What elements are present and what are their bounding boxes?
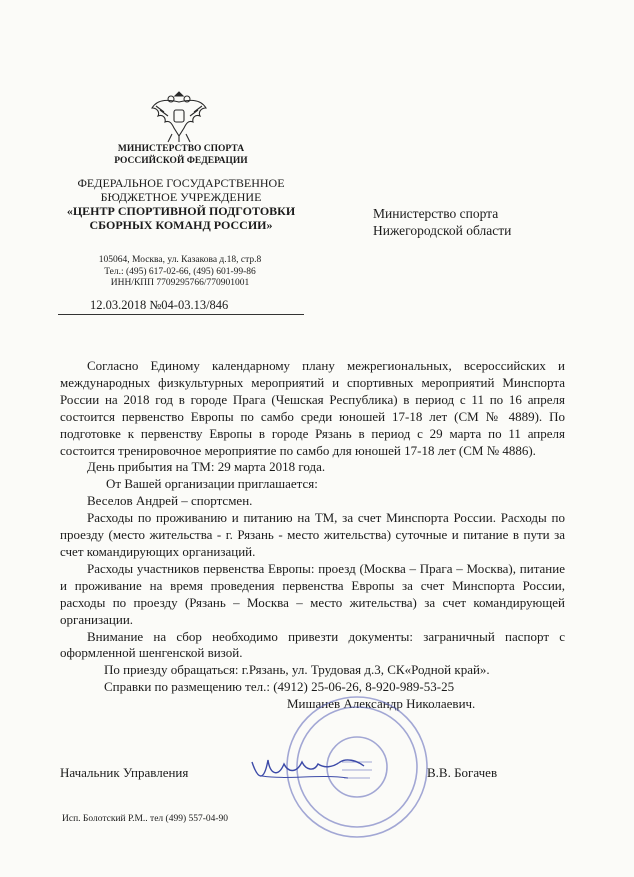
org-line-4: СБОРНЫХ КОМАНД РОССИИ» bbox=[89, 218, 273, 232]
coat-of-arms-emblem bbox=[148, 86, 210, 144]
signatory-position: Начальник Управления bbox=[60, 765, 189, 780]
org-line-1: ФЕДЕРАЛЬНОЕ ГОСУДАРСТВЕННОЕ bbox=[77, 176, 285, 190]
handwritten-signature bbox=[248, 752, 368, 786]
paragraph-10: Мишанев Александр Николаевич. bbox=[287, 696, 476, 712]
address-line-3: ИНН/КПП 7709295766/770901001 bbox=[110, 278, 250, 288]
addressee-block bbox=[373, 205, 593, 239]
paragraph-8: По приезду обращаться: г.Рязань, ул. Трудовая д.3, СК«Родной край». bbox=[104, 662, 490, 678]
ministry-heading bbox=[96, 143, 266, 167]
addressee-line-1: Министерство спорта bbox=[373, 206, 499, 221]
paragraph-3: От Вашей организации приглашается: bbox=[106, 476, 318, 492]
executor-info: Исп. Болотский Р.М.. тел (499) 557-04-90 bbox=[62, 814, 229, 824]
signatory-name: В.В. Богачев bbox=[427, 765, 498, 780]
paragraph-9: Справки по размещению тел.: (4912) 25-06-26, 8-920-989-53-25 bbox=[104, 679, 455, 695]
address-line-2: Тел.: (495) 617-02-66, (495) 601-99-86 bbox=[104, 266, 256, 277]
paragraph-7: Внимание на сбор необходимо привезти документы: заграничный паспорт с оформленной шенгенской визой. bbox=[60, 628, 565, 661]
ministry-line-2: РОССИЙСКОЙ ФЕДЕРАЦИИ bbox=[114, 156, 248, 166]
paragraph-1: Согласно Единому календарному плану межрегиональных, всероссийских и международных физкультурных мероприятий и спортивных мероприятий Минспорта России на 2018 год в городе Прага (Чешская Республика) в период с 11 по 16 апреля состоится первенство Европы по самбо среди юношей 17-18 лет (СМ № 4889). По подготовке к первенству Европы в городе Рязань в период с 29 марта по 11 апреля состоится тренировочное мероприятие по самбо для юношей 17-18 лет (СМ № 4886). bbox=[60, 358, 565, 458]
org-line-2: БЮДЖЕТНОЕ УЧРЕЖДЕНИЕ bbox=[100, 190, 262, 204]
organization-name bbox=[52, 176, 310, 232]
address-line-1: 105064, Москва, ул. Казакова д.18, стр.8 bbox=[98, 255, 262, 265]
document-number: 12.03.2018 №04-03.13/846 bbox=[58, 298, 304, 315]
paragraph-6: Расходы участников первенства Европы: проезд (Москва – Прага – Москва), питание и проживание на время проведения первенства Европы за счет Минспорта России, расходы по проезду (Рязань – Москва – место жительства) за счет командирующей организации. bbox=[60, 560, 565, 627]
ministry-line-1: МИНИСТЕРСТВО СПОРТА bbox=[117, 144, 245, 154]
organization-address bbox=[60, 255, 300, 290]
addressee-line-2: Нижегородской области bbox=[373, 223, 512, 238]
letter-body bbox=[60, 358, 565, 713]
paragraph-2: День прибытия на ТМ: 29 марта 2018 года. bbox=[87, 459, 326, 475]
paragraph-5: Расходы по проживанию и питанию на ТМ, за счет Минспорта России. Расходы по проезду (место жительства - г. Рязань - место жительства) суточные и питание в пути за счет командирующих организаций. bbox=[60, 510, 565, 559]
org-line-3: «ЦЕНТР СПОРТИВНОЙ ПОДГОТОВКИ bbox=[66, 204, 296, 218]
paragraph-4: Веселов Андрей – спортсмен. bbox=[87, 493, 253, 509]
